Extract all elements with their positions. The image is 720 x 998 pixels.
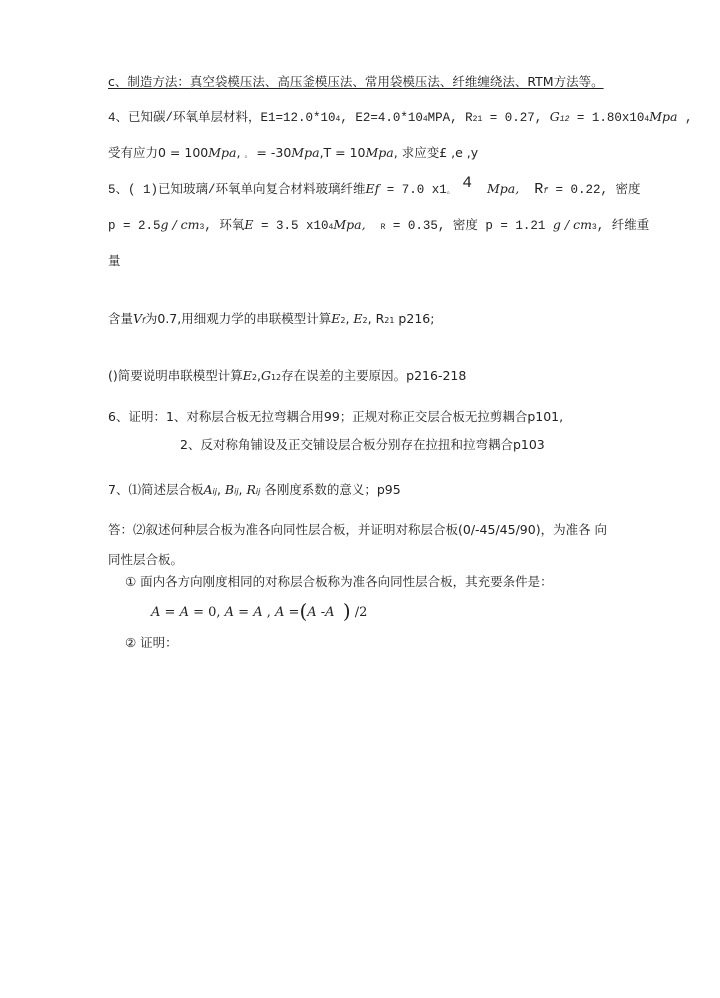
question-5-line [108, 174, 641, 201]
point-2-line [125, 634, 178, 652]
q5c-text-2: 为0.7,用细观力学的串联模型计算 [144, 311, 332, 326]
q5c-text-4: p216; [394, 311, 435, 326]
q5b-unit-1: g / cm [160, 217, 200, 232]
q4-unit: Mpa [649, 109, 678, 124]
formula-a3: A [224, 605, 235, 620]
q5c-text-3: , R [367, 311, 385, 326]
formula-a6: A [307, 605, 317, 620]
q7-b: B [224, 482, 235, 497]
formula-div: /2 [350, 605, 368, 620]
question-5-wrap-line [108, 252, 121, 270]
q5-wrap-text: 量 [108, 253, 121, 268]
point-1-line [125, 573, 553, 591]
q4-exp-1: 4 [335, 115, 341, 124]
formula-a1: A [151, 605, 161, 620]
question-5-part2-line [108, 367, 466, 387]
q4-text-4: = 0.27, [482, 111, 550, 125]
formula-a5: A [275, 605, 285, 620]
q5b-text-3: = 3.5 x10 [253, 219, 329, 233]
formula-minus: - [316, 605, 326, 620]
question-7-line [108, 481, 401, 501]
manufacturing-methods-text: 真空袋模压法、高压釜模压法、常用袋模压法、纤维缠绕法、RTM方法等。 [189, 74, 604, 89]
question-5-content-line [108, 310, 434, 330]
q5-exp: 4 [462, 174, 472, 192]
q4-exp-2: 4 [422, 115, 428, 124]
formula-a4: A [253, 605, 263, 620]
q4b-text-2: = -30 [252, 145, 292, 160]
q5c-r-sub: 21 [384, 316, 395, 325]
formula-open-paren: ( [299, 599, 308, 623]
q5d-comma: , [256, 368, 261, 383]
q4b-text-4: , 求应变£ ,e ,y [393, 145, 479, 160]
q5b-text: p = 2.5 [108, 219, 161, 233]
q4b-unit-1: Mpa [208, 145, 237, 160]
q7-text-2: 各刚度系数的意义；p95 [260, 482, 401, 497]
question-6-line [108, 408, 563, 426]
q5c-e2-sub: 2 [362, 316, 368, 325]
q4b-text-3: ,T = 10 [319, 145, 366, 160]
point-1-text: ① 面内各方向刚度相同的对称层合板称为准各向同性层合板，其充要条件是： [125, 574, 553, 589]
q4b-unit-3: Mpa [365, 145, 394, 160]
q4b-comma: , [236, 145, 245, 160]
question-6-part2-line [180, 436, 545, 454]
q5c-v-sub: f [142, 316, 145, 325]
answer-text: 答：⑵叙述何种层合板为准各向同性层合板，并证明对称层合板(0/-45/45/90)，为准各 向 [108, 522, 608, 537]
q7-text: 7、⑴简述层合板 [108, 482, 204, 497]
q5b-text-4: = 0.35, 密度 p = 1.21 [385, 219, 553, 233]
q5-text: 5、( 1)已知玻璃/环氧单向复合材料玻璃纤维 [108, 183, 366, 197]
answer-wrap-text: 同性层合板。 [108, 552, 184, 567]
q4-end: , [677, 111, 693, 125]
formula-eq-2: = [234, 605, 254, 620]
q5b-text-5: , 纤维重 [596, 219, 650, 233]
q4b-text: 受有应力0 = 100 [108, 145, 209, 160]
answer-line [108, 521, 607, 539]
q5b-e: E [244, 217, 254, 232]
q5c-e1-sub: 2 [340, 316, 346, 325]
q4-sub-21: 21 [472, 115, 483, 124]
q5b-exp-1: 3 [199, 223, 205, 232]
q4-g-sub: 12 [559, 115, 570, 124]
formula-line [151, 600, 367, 622]
q7-a-sub: ij [212, 487, 217, 496]
q7-comma-2: , [238, 482, 247, 497]
formula-eq-1: = [160, 605, 180, 620]
q4-text: 4、已知碳/环氧单层材料，E1=12.0*10 [108, 111, 336, 125]
q5d-e-sub: 2 [251, 373, 257, 382]
q5c-comma: , [345, 311, 354, 326]
q5-sub: 。 [446, 187, 455, 196]
q5d-g-sub: 12 [270, 373, 282, 382]
q7-r-sub: ij [255, 487, 261, 496]
q4-exp-3: 4 [644, 115, 650, 124]
q4b-sub: 。 [244, 150, 253, 159]
q5b-unit-3: g / cm [552, 217, 592, 232]
q5-ef: Ef [365, 181, 380, 196]
q5d-text: ()简要说明串联模型计算 [108, 368, 243, 383]
q7-a: A [203, 482, 213, 497]
q5d-g: G [260, 368, 271, 383]
formula-a7: A [325, 605, 335, 620]
q7-b-sub: ij [234, 487, 239, 496]
manufacturing-methods-label: c、制造方法： [108, 74, 190, 89]
q6b-text: 2、反对称角铺设及正交铺设层合板分别存在拉扭和拉弯耦合p103 [180, 437, 545, 452]
formula-comma: , [262, 605, 276, 620]
q5b-unit-2: Mpa, [333, 217, 366, 232]
question-5-density-line [108, 216, 649, 237]
q4-g-symbol: G [549, 109, 560, 124]
point-2-text: ② 证明： [125, 635, 178, 650]
q5-unit: Mpa, [486, 181, 520, 196]
q5d-e: E [242, 368, 252, 383]
q5-text-2: = 7.0 x1 [379, 183, 447, 197]
q4-text-2: , E2=4.0*10 [340, 111, 423, 125]
q5-text-3: = 0.22, 密度 [548, 183, 641, 197]
q7-r: R [246, 482, 256, 497]
q7-comma-1: , [216, 482, 225, 497]
q5b-exp-3: 3 [591, 223, 597, 232]
formula-close-paren: ) [342, 599, 351, 623]
question-4-line [108, 108, 693, 129]
q5b-text-2: , 环氧 [204, 219, 245, 233]
q4-text-5: = 1.80x10 [569, 111, 645, 125]
q5-r: R [534, 181, 544, 198]
q5c-text: 含量 [108, 311, 134, 326]
question-4-stress-line [108, 144, 478, 164]
q6-text: 6、证明：1、对称层合板无拉弯耦合用99；正规对称正交层合板无拉剪耦合p101, [108, 409, 564, 424]
q5b-r: R [380, 223, 386, 232]
q5c-v: V [133, 311, 143, 326]
q5c-e2: E [353, 311, 363, 326]
q5b-exp-2: 4 [328, 223, 334, 232]
formula-zero: = 0, [188, 605, 225, 620]
q5d-text-2: 存在误差的主要原因。p216-218 [281, 368, 467, 383]
answer-wrap-line [108, 551, 183, 569]
formula-eq-3: = [284, 605, 300, 620]
q5c-e1: E [331, 311, 341, 326]
q5-r-sub: f [543, 187, 549, 196]
q4-text-3: MPA, R [427, 111, 473, 125]
formula-a2: A [179, 605, 189, 620]
manufacturing-methods-line [108, 73, 604, 91]
q4b-unit-2: Mpa [291, 145, 320, 160]
